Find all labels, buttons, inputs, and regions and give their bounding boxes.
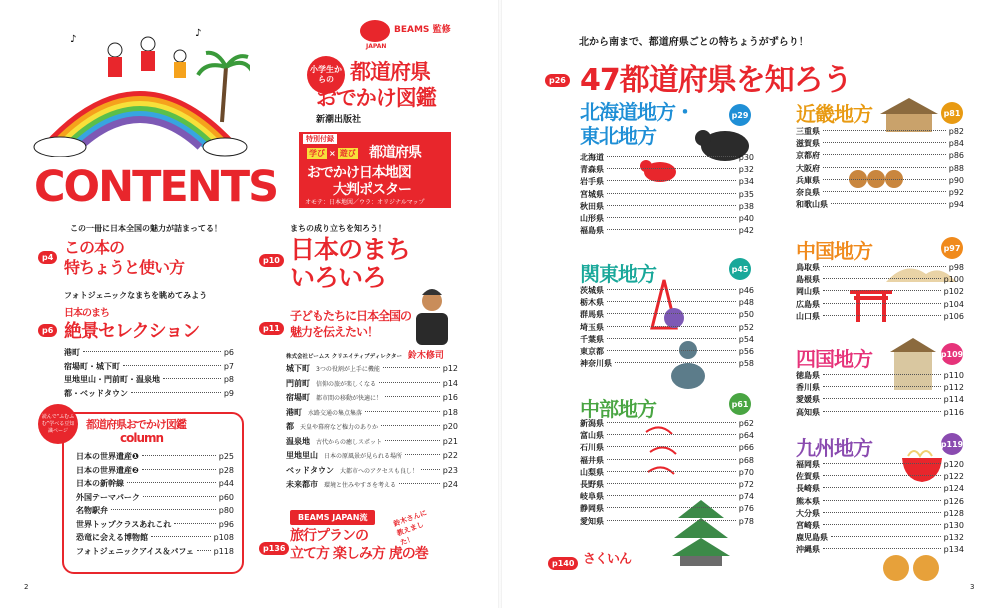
pref-list-kanto: [580, 285, 754, 370]
list-item[interactable]: 山口県 p106: [796, 311, 964, 321]
right-intro: 北から南まで、都道府県ごとの特ちょうがずらり！: [579, 37, 809, 48]
list-item[interactable]: 宿場町 都市間の移動が快適に！ p16: [286, 393, 458, 402]
poster-box: [299, 132, 451, 208]
region-title-chugoku[interactable]: 中国地方: [796, 239, 872, 263]
list-item[interactable]: 大分県 p128: [796, 508, 964, 518]
region-title-shikoku[interactable]: 四国地方: [796, 347, 872, 371]
svg-text:♪: ♪: [70, 34, 77, 45]
region-page-badge[interactable]: p29: [729, 104, 751, 126]
col2-items: [286, 362, 458, 493]
poster-chip-2: 遊び: [339, 149, 356, 158]
list-item[interactable]: 日本の世界遺産❷ p28: [76, 465, 234, 475]
poster-line-2: おでかけ日本地図: [307, 165, 411, 181]
region-page-badge[interactable]: p109: [941, 343, 963, 365]
book-title-line1: 都道府県: [350, 60, 430, 84]
list-item[interactable]: 千葉県 p54: [580, 334, 754, 344]
brand-name: BEAMS: [394, 25, 430, 35]
list-item[interactable]: 山形県 p40: [580, 214, 754, 224]
region-title-kinki[interactable]: 近畿地方: [796, 102, 872, 126]
column-tag: 読んで“ふむふむ”学べる豆知識ページ: [38, 404, 78, 444]
main-title[interactable]: 47都道府県を知ろう: [580, 63, 852, 98]
pref-list-kinki: [796, 126, 964, 211]
list-item[interactable]: 日本の新幹線 p44: [76, 479, 234, 488]
list-item[interactable]: 里地里山・門前町・温泉地 p8: [64, 375, 234, 384]
col2-s2-title[interactable]: 子どもたちに日本全国の 魅力を伝えたい！: [290, 309, 412, 339]
list-item[interactable]: 香川県 p112: [796, 383, 964, 393]
list-item[interactable]: 新潟県 p62: [580, 419, 754, 428]
list-item[interactable]: 三重県 p82: [796, 127, 964, 136]
list-item[interactable]: 外国テーマパーク p60: [76, 492, 234, 502]
list-item[interactable]: 福島県 p42: [580, 226, 754, 236]
list-item[interactable]: 福岡県 p120: [796, 460, 964, 469]
list-item[interactable]: 佐賀県 p122: [796, 472, 964, 482]
list-item[interactable]: 宮城県 p35: [580, 189, 754, 199]
page-number-right: 3: [970, 583, 975, 591]
contents-title: CONTENTS: [34, 162, 278, 212]
col2-s1-title[interactable]: 日本のまち いろいろ: [290, 235, 411, 292]
person-credit: 株式会社ビームス クリエイティブディレクター 鈴木修司: [286, 351, 444, 361]
region-title-chubu[interactable]: 中部地方: [580, 397, 656, 421]
region-page-badge[interactable]: p81: [941, 102, 963, 124]
list-item[interactable]: 栃木県 p48: [580, 298, 754, 308]
list-item[interactable]: 沖縄県 p134: [796, 545, 964, 555]
list-item[interactable]: 日本の世界遺産❶ p25: [76, 452, 234, 461]
region-page-badge[interactable]: p97: [941, 237, 963, 259]
pref-list-shikoku: [796, 370, 964, 419]
pref-list-chubu: [580, 418, 754, 528]
region-page-badge[interactable]: p119: [941, 433, 963, 455]
poster-line-3: 大判ポスター: [333, 182, 411, 198]
region-title-hokkaido[interactable]: 北海道地方・ 東北地方: [580, 100, 694, 148]
list-item[interactable]: 岩手県 p34: [580, 177, 754, 187]
list-item[interactable]: 宮崎県 p130: [796, 521, 964, 531]
poster-badge: 特別付録: [303, 134, 337, 144]
list-item[interactable]: 和歌山県 p94: [796, 200, 964, 210]
col1-s1-page: p4: [38, 245, 57, 264]
list-item[interactable]: 門前町 信仰の旅が楽しくなる p14: [286, 378, 458, 388]
column-items: [76, 450, 234, 558]
list-item[interactable]: 都 天皇や幕府など権力のありか p20: [286, 422, 458, 431]
list-item[interactable]: 静岡県 p76: [580, 504, 754, 514]
list-item[interactable]: 温泉地 古代からの癒しスポット p21: [286, 436, 458, 446]
list-item[interactable]: 里地里山 日本の原風景が見られる場所 p22: [286, 451, 458, 460]
list-item[interactable]: 北海道 p30: [580, 153, 754, 162]
person-photo: [408, 285, 456, 345]
col2-s2-page: p11: [259, 316, 284, 335]
list-item[interactable]: 城下町 3つの役割が上手に機能 p12: [286, 364, 458, 373]
list-item[interactable]: 熊本県 p126: [796, 496, 964, 506]
list-item[interactable]: 茨城県 p46: [580, 286, 754, 295]
column-word: column: [120, 431, 164, 445]
rainbow-illustration: [30, 22, 250, 157]
list-item[interactable]: 奈良県 p92: [796, 188, 964, 198]
list-item[interactable]: 兵庫県 p90: [796, 175, 964, 185]
pref-list-hokkaido: [580, 152, 754, 237]
poster-credit: オモテ：日本地図／ウラ：オリジナルマップ: [305, 199, 425, 206]
pref-list-kyushu: [796, 459, 964, 557]
poster-line-1: 都道府県: [369, 145, 421, 161]
col1-s2-small: 日本のまち: [64, 308, 109, 319]
col1-intro-1: この一冊に日本全国の魅力が詰まってる！: [70, 224, 222, 233]
svg-text:♪: ♪: [195, 28, 202, 39]
column-title[interactable]: 都道府県おでかけ図鑑: [86, 418, 186, 431]
list-item[interactable]: 愛媛県 p114: [796, 395, 964, 405]
list-item[interactable]: 長野県 p72: [580, 480, 754, 490]
book-prefix: 小学生からの: [307, 56, 345, 94]
region-title-kyushu[interactable]: 九州地方: [796, 436, 872, 460]
col1-items: [64, 346, 234, 400]
list-item[interactable]: 徳島県 p110: [796, 371, 964, 380]
list-item[interactable]: 岐阜県 p74: [580, 492, 754, 502]
list-item[interactable]: フォトジェニックアイス＆パフェ p118: [76, 546, 234, 556]
list-item[interactable]: 未来都市 環境と住みやすさを考える p24: [286, 480, 458, 489]
list-item[interactable]: 富山県 p64: [580, 431, 754, 441]
list-item[interactable]: 埼玉県 p52: [580, 322, 754, 332]
list-item[interactable]: 滋賀県 p84: [796, 139, 964, 149]
list-item[interactable]: 大阪府 p88: [796, 163, 964, 173]
list-item[interactable]: 鹿児島県 p132: [796, 533, 964, 543]
col1-s1-title[interactable]: この本の 特ちょうと使い方: [64, 238, 185, 277]
list-item[interactable]: 群馬県 p50: [580, 310, 754, 320]
list-item[interactable]: 広島県 p104: [796, 299, 964, 309]
list-item[interactable]: 鳥取県 p98: [796, 263, 964, 272]
page-gutter: [498, 0, 502, 608]
list-item[interactable]: 名物駅弁 p80: [76, 506, 234, 515]
book-title-line2: おでかけ図鑑: [316, 86, 436, 110]
list-item[interactable]: 港町 p6: [64, 348, 234, 357]
list-item[interactable]: 石川県 p66: [580, 443, 754, 453]
list-item[interactable]: 山梨県 p70: [580, 467, 754, 477]
list-item[interactable]: 秋田県 p38: [580, 201, 754, 211]
list-item[interactable]: 世界トップクラスあれこれ p96: [76, 519, 234, 529]
region-page-badge[interactable]: p61: [729, 393, 751, 415]
list-item[interactable]: 宿場町・城下町 p7: [64, 361, 234, 371]
index-page: p140: [548, 551, 578, 570]
poster-x: ×: [329, 149, 336, 158]
col1-intro-2: フォトジェニックなまちを眺めてみよう: [64, 291, 208, 300]
list-item[interactable]: 恐竜に会える博物館 p108: [76, 533, 234, 542]
list-item[interactable]: 京都府 p86: [796, 151, 964, 161]
beams-tag: BEAMS JAPAN流: [290, 510, 375, 525]
list-item[interactable]: 神奈川県 p58: [580, 359, 754, 369]
list-item[interactable]: 高知県 p116: [796, 407, 964, 417]
col2-s3-page: p136: [259, 536, 289, 555]
col2-intro: まちの成り立ちを知ろう！: [290, 224, 386, 233]
list-item[interactable]: 岡山県 p102: [796, 287, 964, 297]
page-number-left: 2: [24, 583, 29, 591]
list-item[interactable]: 愛知県 p78: [580, 516, 754, 526]
col1-s2-title[interactable]: 絶景セレクション: [64, 321, 200, 342]
list-item[interactable]: ベッドタウン 大都市へのアクセスも良し！ p23: [286, 465, 458, 475]
beams-logo: [360, 20, 390, 42]
index-title[interactable]: さくいん: [583, 552, 632, 567]
region-title-kanto[interactable]: 関東地方: [580, 262, 656, 286]
main-page: p26: [545, 68, 570, 87]
publisher: 新潮出版社: [316, 115, 362, 125]
region-page-badge[interactable]: p45: [729, 258, 751, 280]
poster-chip-1: 学び: [309, 149, 325, 158]
list-item[interactable]: 福井県 p68: [580, 455, 754, 465]
col2-s3-title[interactable]: 旅行プランの 立て方 楽しみ方 虎の巻: [290, 528, 428, 562]
brand-supervise: 監修: [432, 25, 451, 35]
brand-sub: JAPAN: [366, 43, 387, 50]
list-item[interactable]: 東京都 p56: [580, 347, 754, 357]
list-item[interactable]: 青森県 p32: [580, 165, 754, 175]
list-item[interactable]: 港町 水路交通の集点集落 p18: [286, 407, 458, 417]
col2-s1-page: p10: [259, 248, 284, 267]
col1-s2-page: p6: [38, 318, 57, 337]
list-item[interactable]: 長崎県 p124: [796, 484, 964, 494]
list-item[interactable]: 島根県 p100: [796, 275, 964, 285]
pref-list-chugoku: [796, 262, 964, 323]
list-item[interactable]: 都・ベッドタウン p9: [64, 388, 234, 398]
note: 鈴木さんに教えました！: [392, 508, 429, 547]
